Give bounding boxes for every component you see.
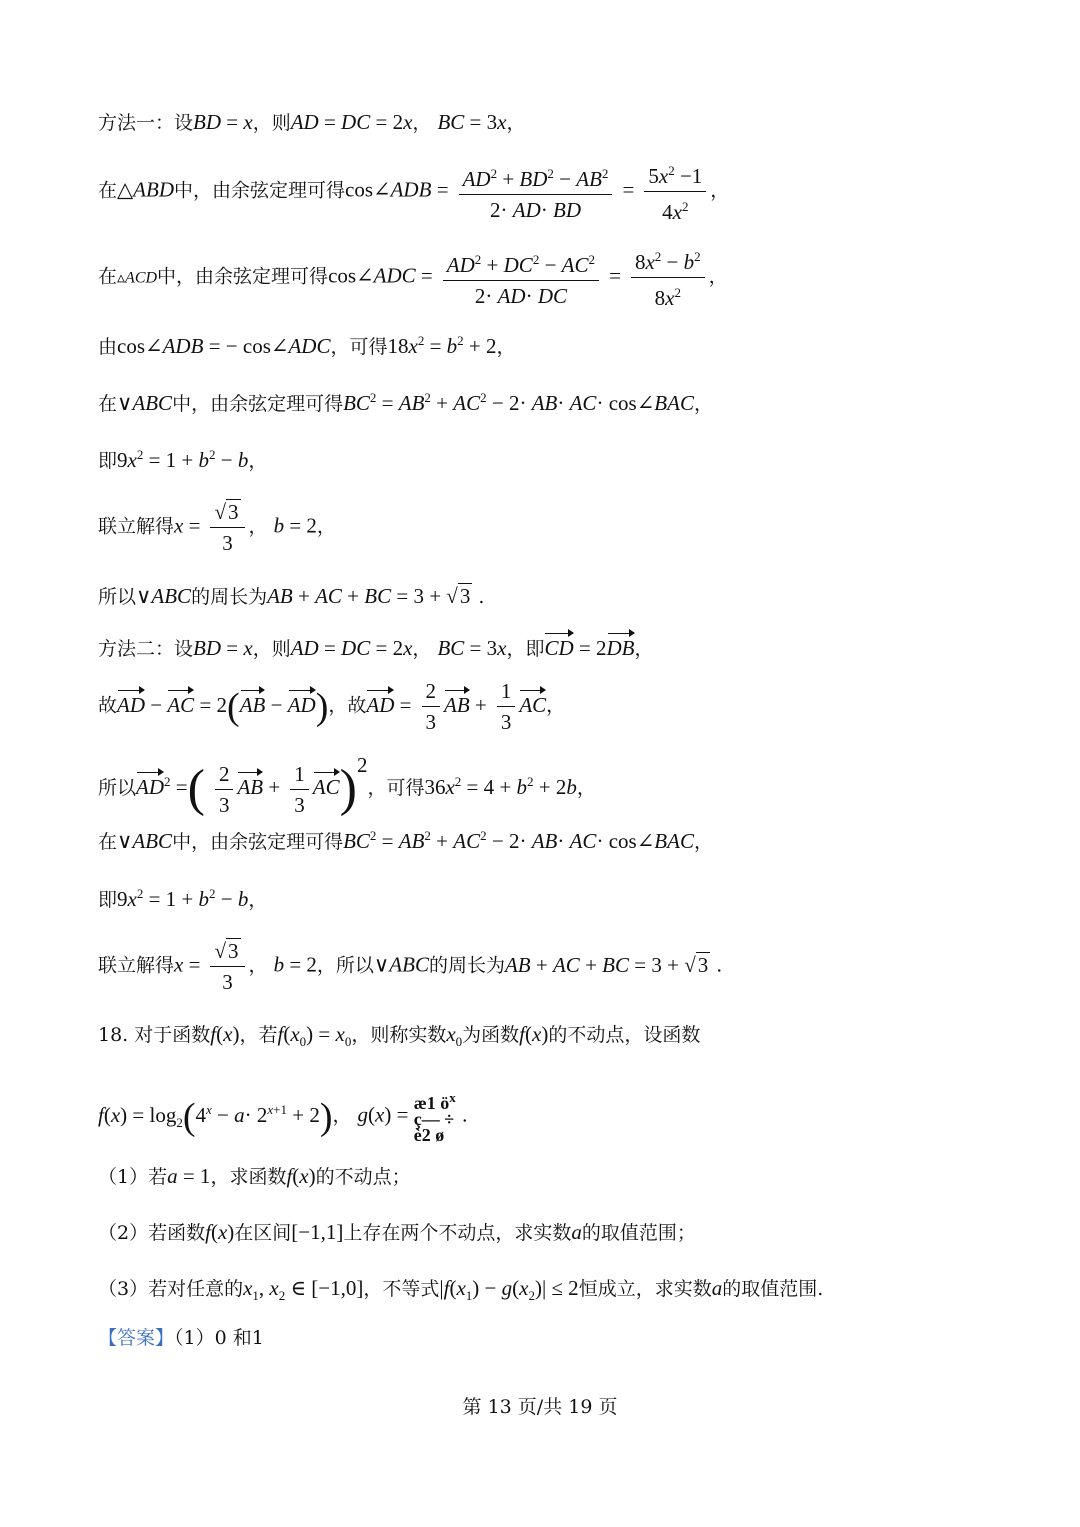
question-18-part2: （2）若函数f(x)在区间[−1,1]上存在两个不动点，求实数a的取值范围； xyxy=(98,1220,696,1244)
method1-equation: 即$9x^2 = 1 + b^2 - b$， xyxy=(98,447,268,472)
method2-solution: 联立解得x = $\frac{√3}{3}$ ， b = 2，所以∨ABC的周长为AB + AC + BC = 3 + √3 . xyxy=(98,939,723,994)
method1-solution: 联立解得x = $\frac{√3}{3}$ ， b = 2， xyxy=(98,500,336,555)
method2-setup: 方法二：设BD = x，则AD = DC = 2x， BC = 3x，即CD = 2DB， xyxy=(98,631,654,663)
method1-abd-cosine: 在△ABD中，由余弦定理可得cos∠ADB = $\frac{AD^2 + BD^2 - AB^2}{2\cdot AD\cdot BD}$ = $\frac{5x^2 -1}{4x^2}$ ， xyxy=(98,158,729,225)
question-18-functions: $f(x) = \log_2(4^x - a\cdot 2^{x+1} + 2)$， g(x) = æ1 $ö^x$ ç— ÷ è2 ø . xyxy=(98,1090,468,1145)
method1-perimeter: 所以∨ABC的周长为AB + AC + BC = 3 + √3 . xyxy=(98,584,485,608)
page-footer: 第 13 页/共 19 页 xyxy=(462,1396,618,1418)
question-18-part3: （3）若对任意的$x_1$, $x_2$ ∈ [−1,0]，不等式$|f(x_1) - g(x_2)| \le 2$恒成立，求实数a的取值范围. xyxy=(98,1276,824,1304)
answer-text: （1）0 和1 xyxy=(174,1327,264,1349)
method1-bc-cosine: 在∨ABC中，由余弦定理可得$BC^2 = AB^2 + AC^2 - 2\cdot AB\cdot AC\cdot$ cos∠BAC， xyxy=(98,390,713,415)
method2-vector-relation: 故AD − AC = 2(AB − AD)，故AD = $\frac{2}{3}$ AB + $\frac{1}{3}$ AC， xyxy=(98,679,566,734)
method2-vector-square: 所以$AD^2$ =( $\frac{2}{3}$ AB + $\frac{1}{3}$ AC)$^2$，可得$36x^2 = 4 + b^2 + 2b$， xyxy=(98,753,596,817)
question-18-statement: 18. 对于函数f(x)，若$f(x_0) = x_0$，则称实数$x_0$为函数f(x)的不动点，设函数 xyxy=(98,1022,701,1050)
method1-acd-cosine: 在▵ACD中，由余弦定理可得cos∠ADC = $\frac{AD^2 + DC^2 - AC^2}{2\cdot AD\cdot DC}$ = $\frac{8x^2 - b^2}{8x^2}$ ， xyxy=(98,244,728,311)
method1-cos-relation: 由cos∠ADB = − cos∠ADC，可得$18x^2 = b^2 + 2$， xyxy=(98,333,516,358)
answer-line xyxy=(98,1324,264,1352)
question-18-part1: （1）若a = 1，求函数f(x)的不动点； xyxy=(98,1164,411,1188)
answer-tag: 【答案】 xyxy=(98,1327,175,1349)
method2-bc-cosine: 在∨ABC中，由余弦定理可得$BC^2 = AB^2 + AC^2 - 2\cdot AB\cdot AC\cdot$ cos∠BAC， xyxy=(98,828,713,853)
method2-equation: 即$9x^2 = 1 + b^2 - b$， xyxy=(98,886,268,911)
method1-setup: 方法一：设BD = x，则AD = DC = 2x， BC = 3x， xyxy=(98,110,526,134)
